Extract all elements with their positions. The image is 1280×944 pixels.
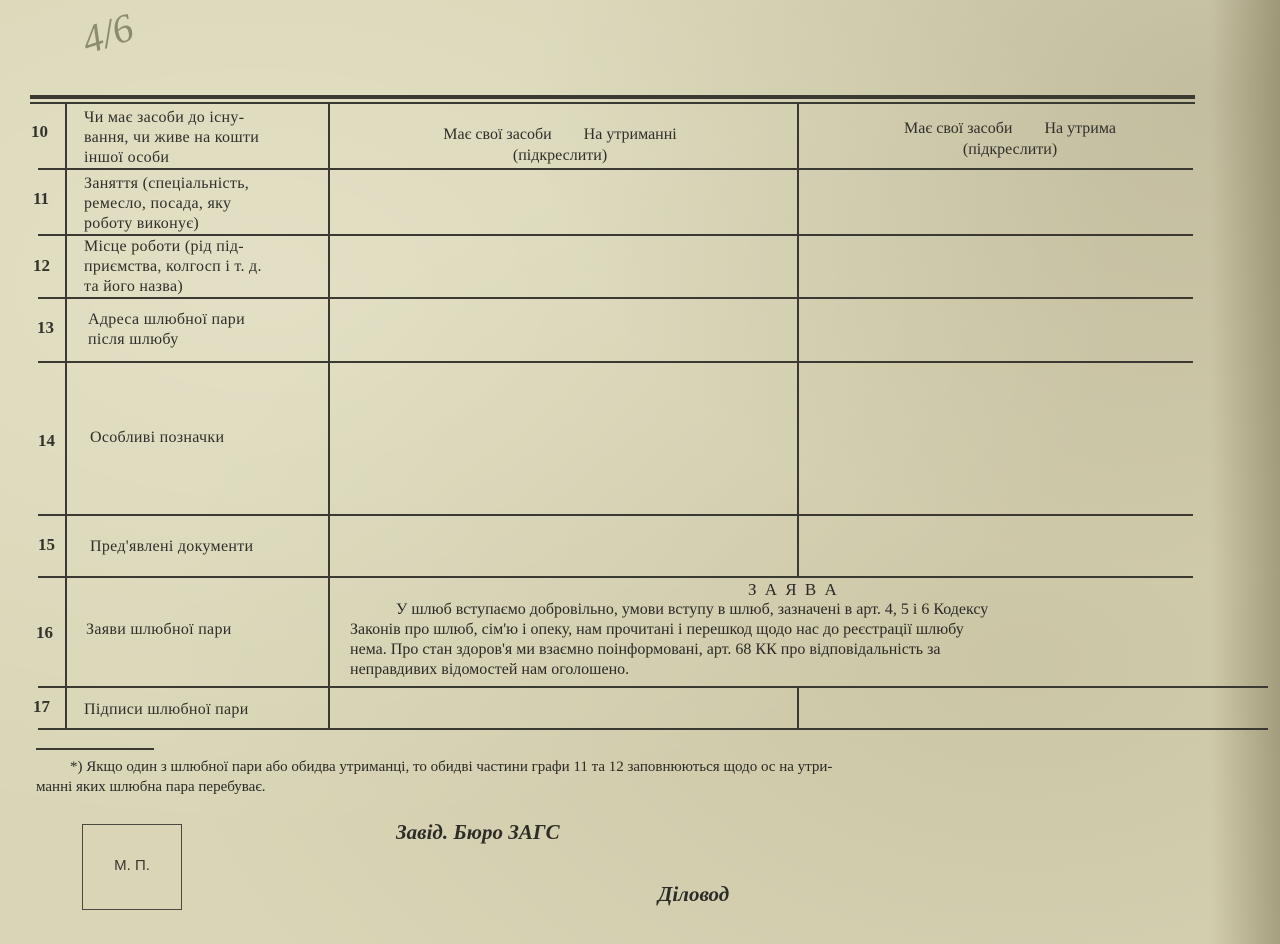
- row-number: 16: [36, 623, 53, 642]
- row-rule-11: [38, 234, 1193, 236]
- row-number: 13: [37, 318, 54, 337]
- row-number: 10: [31, 122, 48, 141]
- row-label-signatures: Підписи шлюбної пари: [84, 701, 249, 718]
- row-label-special-notes: Особливі позначки: [90, 429, 225, 446]
- row-label-documents: Пред'явлені документи: [90, 538, 254, 555]
- signature-clerk: Діловод: [658, 882, 730, 906]
- row-number: 17: [33, 697, 50, 716]
- row-label-means-of-subsistence: Чи має засоби до існу- вання, чи живе на кошти іншої особи: [84, 109, 260, 166]
- row-label-address: Адреса шлюбної пари після шлюбу: [88, 311, 245, 348]
- top-rule: [30, 95, 1195, 99]
- row-label-statements: Заяви шлюбної пари: [86, 621, 232, 638]
- page-edge-shadow: [1210, 0, 1280, 944]
- declaration-title: З А Я В А: [748, 580, 839, 599]
- bottom-rule: [38, 728, 1268, 730]
- means-cell-left: [340, 124, 780, 166]
- footnote-line-2: манні яких шлюбна пара перебуває.: [36, 779, 266, 795]
- signature-head-of-bureau: Завід. Бюро ЗАГС: [396, 820, 560, 844]
- declaration-text: У шлюб вступаємо добровільно, умови вступу в шлюб, зазначені в арт. 4, 5 і 6 Кодексу Законів про шлюб, сім'ю і опеку, нам прочитані і перешкод щодо нас до реєстрації шлюбу нема. Про стан здоров'я ми взаємно поінформовані, арт. 68 КК про відповідальність за неправдивих відомостей нам оголошено.: [350, 601, 989, 678]
- means-dependent-option: На утрима: [1044, 120, 1116, 137]
- means-dependent-option: На утриманні: [583, 126, 677, 143]
- label-column-divider: [328, 104, 330, 728]
- handwritten-mark: 4/6: [76, 4, 139, 63]
- num-column-divider: [65, 104, 67, 728]
- row-rule-16: [38, 686, 1268, 688]
- row-label-workplace: Місце роботи (рід під- приємства, колгосп і т. д. та його назва): [84, 238, 262, 295]
- means-own-option: Має свої засоби: [904, 120, 1013, 137]
- row-number: 11: [33, 189, 50, 208]
- row-number: 15: [38, 535, 55, 554]
- center-column-divider-upper: [797, 104, 799, 576]
- top-rule-thin: [30, 102, 1195, 104]
- means-note: (підкреслити): [962, 141, 1058, 158]
- row-rule-15: [38, 576, 1193, 578]
- row-number: 14: [38, 431, 55, 450]
- row-number: 12: [33, 256, 50, 275]
- stamp-box: [82, 824, 182, 910]
- means-own-option: Має свої засоби: [443, 126, 552, 143]
- center-column-divider-lower: [797, 686, 799, 728]
- row-rule-14: [38, 514, 1193, 516]
- stamp-label: М. П.: [114, 857, 150, 874]
- means-cell-right: [830, 118, 1190, 160]
- footnote-rule: [36, 748, 154, 750]
- row-rule-12: [38, 297, 1193, 299]
- means-note: (підкреслити): [512, 147, 608, 164]
- row-rule-10: [38, 168, 1193, 170]
- row-rule-13: [38, 361, 1193, 363]
- row-label-occupation: Заняття (спеціальність, ремесло, посада, яку роботу виконує): [84, 175, 250, 232]
- footnote-line-1: *) Якщо один з шлюбної пари або обидва утриманці, то обидві частини графи 11 та 12 заповнюються щодо ос на утри-: [70, 759, 833, 775]
